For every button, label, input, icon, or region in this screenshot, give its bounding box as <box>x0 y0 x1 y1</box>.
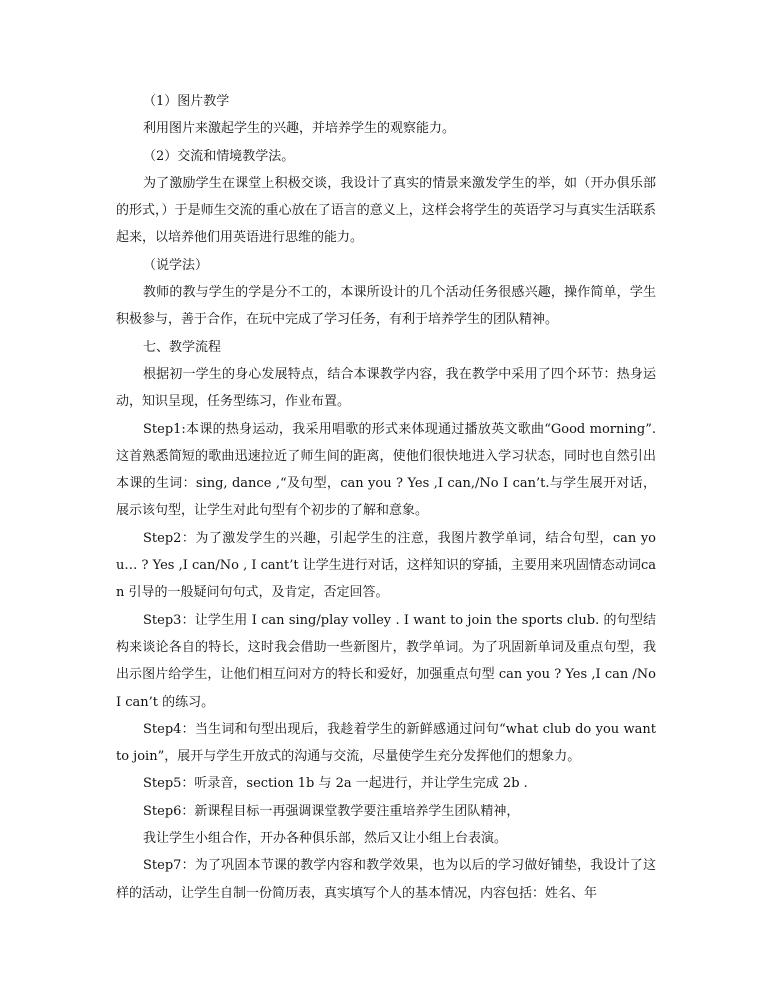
paragraph-4: 为了激励学生在课堂上积极交谈，我设计了真实的情景来激发学生的举，如（开办俱乐部的形式，）于是师生交流的重心放在了语言的意义上，这样会将学生的英语学习与真实生活联系起来，以培养他们用英语进行思维的能力。 <box>116 175 656 246</box>
document-page <box>116 88 656 907</box>
paragraph-8: 根据初一学生的身心发展特点，结合本课教学内容，我在教学中采用了四个环节：热身运动，知识呈现，任务型练习，作业布置。 <box>116 366 656 410</box>
paragraph-2: 利用图片来激起学生的兴趣，并培养学生的观察能力。 <box>143 121 456 137</box>
paragraph-1: （1）图片教学 <box>143 94 230 109</box>
step-1-paragraph: Step1:本课的热身运动，我采用唱歌的形式来体现通过播放英文歌曲“Good morning”.这首熟悉简短的歌曲迅速拉近了师生间的距离，使他们很快地进入学习状态，同时也自然引出本课的生词：sing, dance ,“及句型，can you ? Yes ,I can,/No I can’t.与学生展开对话，展示该句型，让学生对此句型有个初步的了解和意象。 <box>116 421 656 519</box>
step-6-paragraph: Step6：新课程目标一再强调课堂教学要注重培养学生团队精神， <box>143 803 520 819</box>
paragraph-6: 教师的教与学生的学是分不工的，本课所设计的几个活动任务很感兴趣，操作简单，学生积极参与，善于合作，在玩中完成了学习任务，有利于培养学生的团队精神。 <box>116 285 656 328</box>
step-5-paragraph: Step5：听录音，section 1b 与 2a 一起进行，并让学生完成 2b . <box>143 776 528 792</box>
step-2-paragraph: Step2：为了激发学生的兴趣，引起学生的注意，我图片教学单词，结合句型，can you… ? Yes ,I can/No , I cant’t 让学生进行对话，这样知识的穿插，主要用来巩固情态动词can 引导的一般疑问句句式，及肯定，否定回答。 <box>116 530 656 601</box>
step-3-paragraph: Step3：让学生用 I can sing/play volley . I want to join the sports club. 的句型结构来谈论各自的特长，这时我会借助一些新图片，教学单词。为了巩固新单词及重点句型，我出示图片给学生，让他们相互问对方的特长和爱好，加强重点句型 can you ? Yes ,I can /No I can’t 的练习。 <box>116 612 656 710</box>
step-7-paragraph: Step7：为了巩固本节课的教学内容和教学效果，也为以后的学习做好铺垫，我设计了这样的活动，让学生自制一份简历表，真实填写个人的基本情况，内容包括：姓名、年 <box>116 858 656 901</box>
section-heading: 七、教学流程 <box>143 339 222 355</box>
step-4-paragraph: Step4：当生词和句型出现后，我趁着学生的新鲜感通过问句“what club do you want to join”，展开与学生开放式的沟通与交流，尽量使学生充分发挥他们的想象力。 <box>116 721 656 765</box>
paragraph-5: （说学法） <box>143 257 209 273</box>
paragraph-3: （2）交流和情境教学法。 <box>143 148 295 164</box>
step-6-continuation: 我让学生小组合作，开办各种俱乐部，然后又让小组上台表演。 <box>143 831 508 847</box>
